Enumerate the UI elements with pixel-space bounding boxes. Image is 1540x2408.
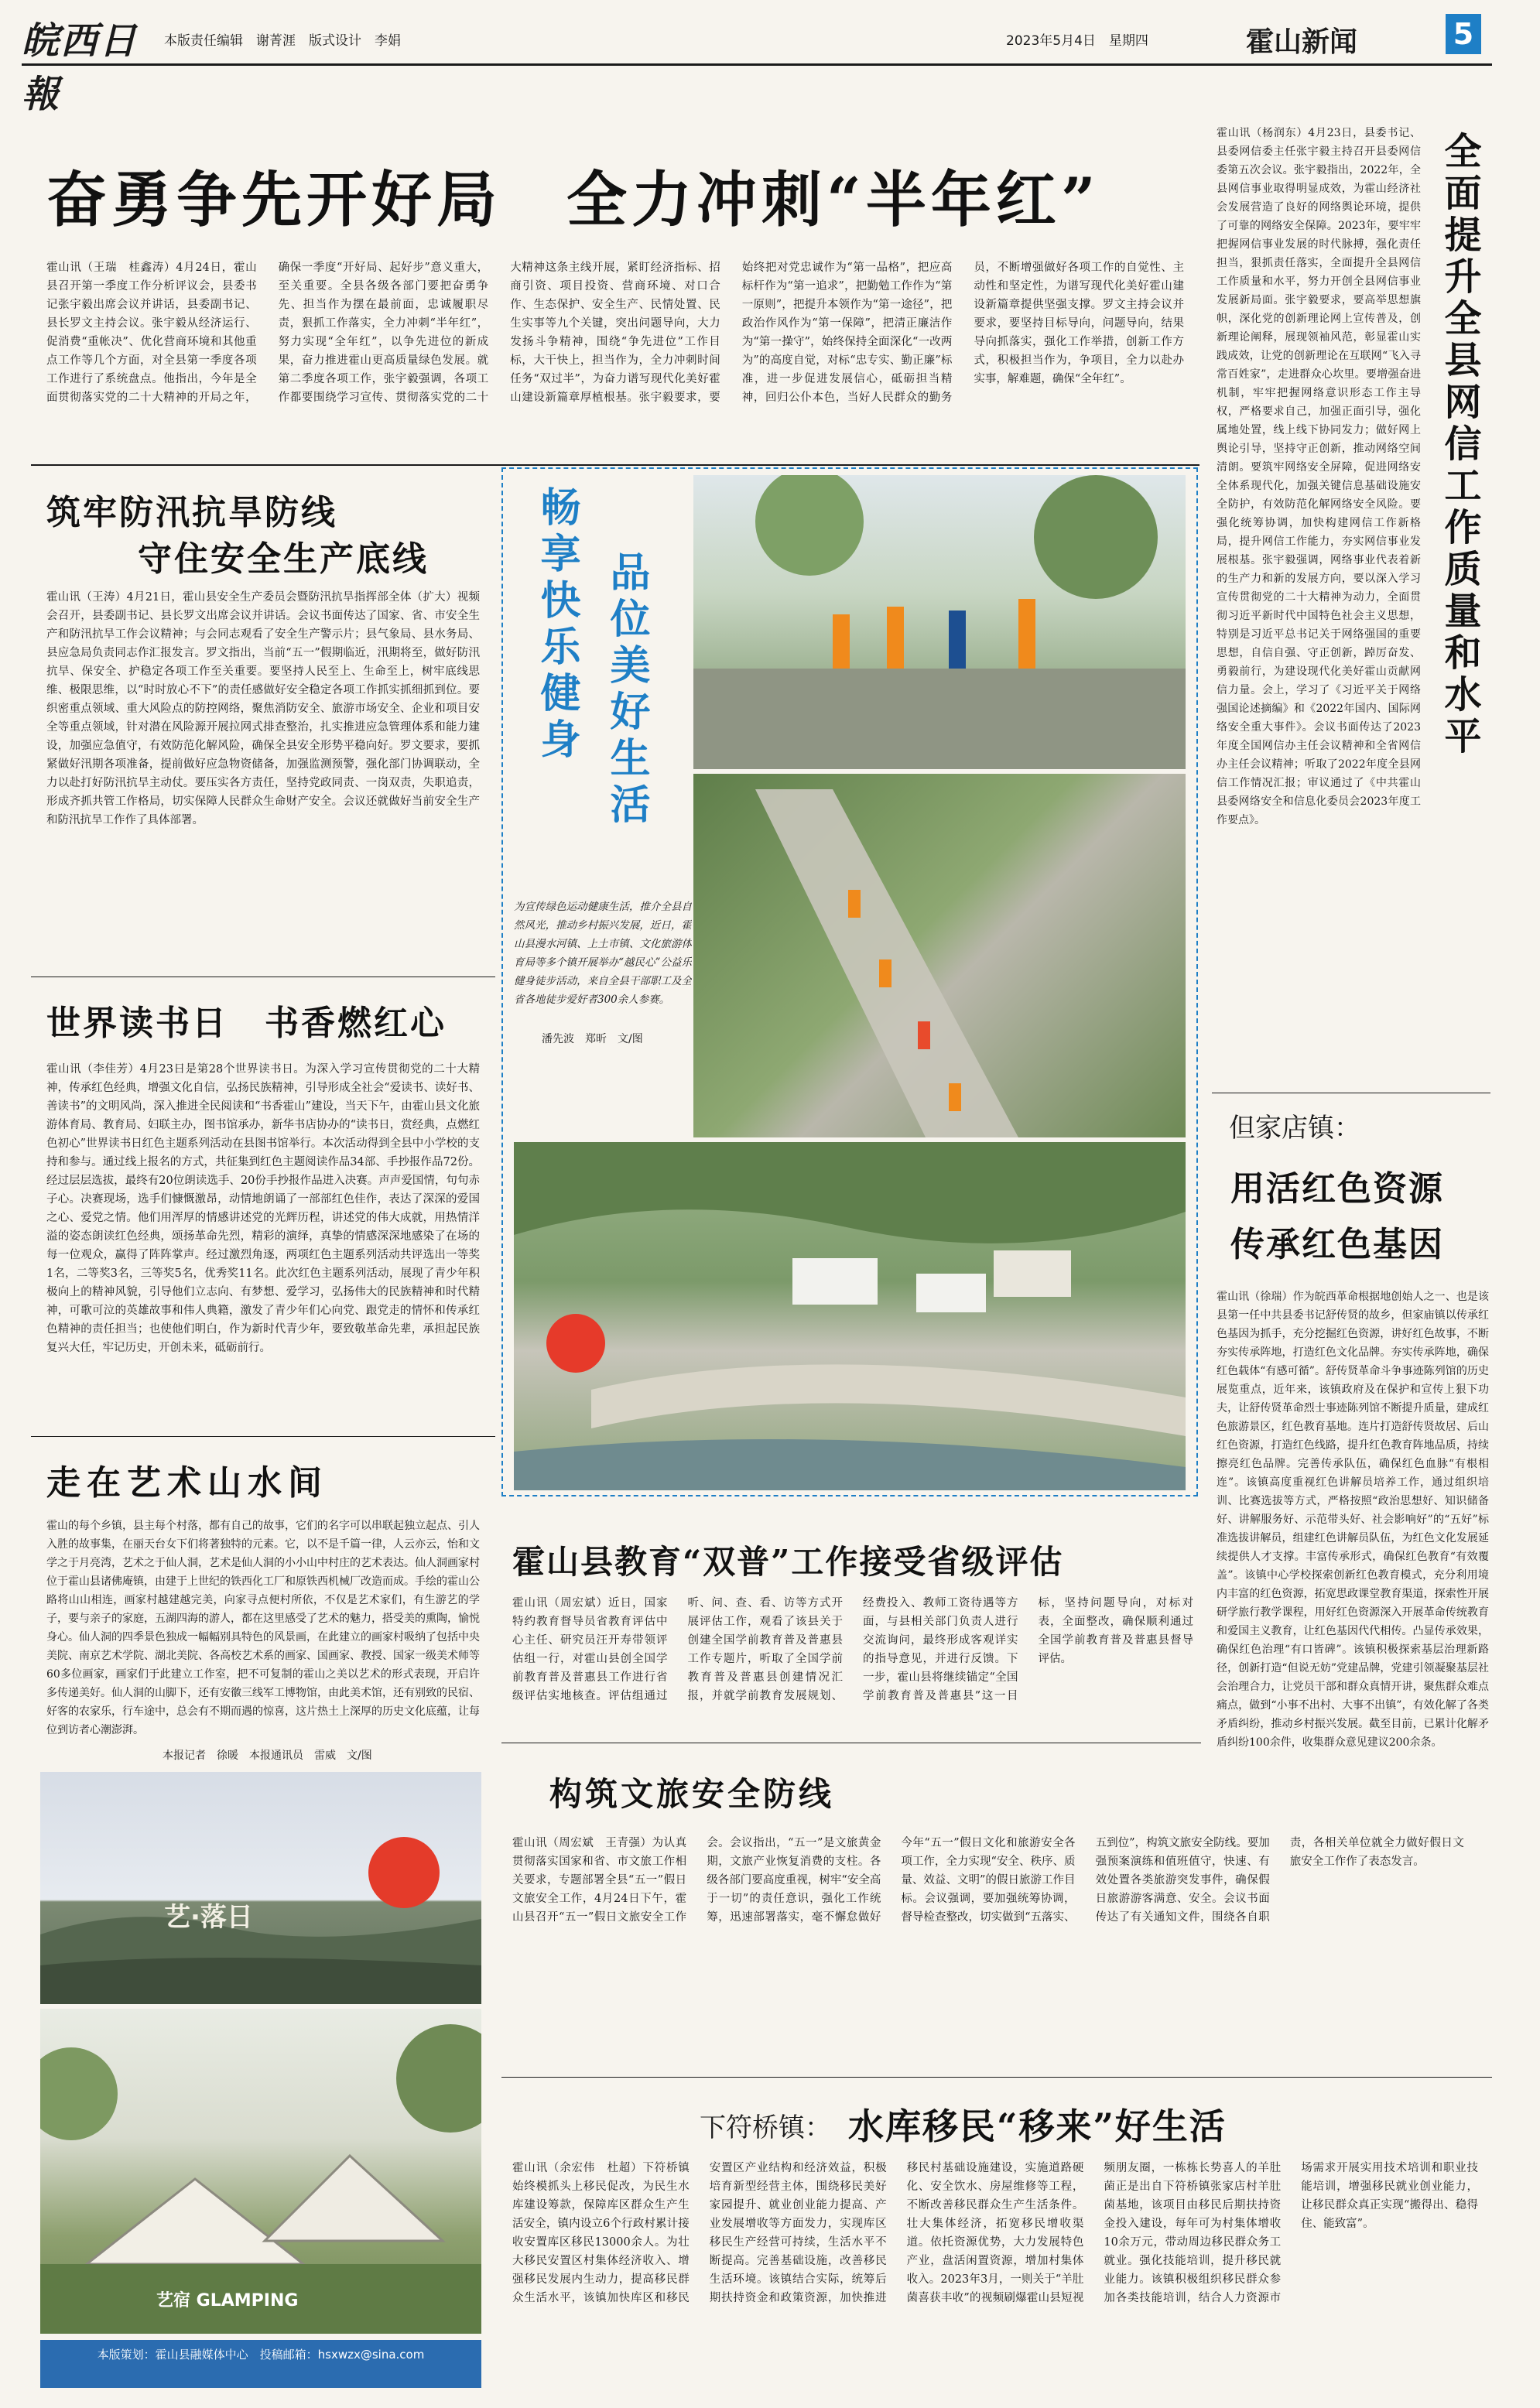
reading-headline: 世界读书日 书香燃红心 bbox=[46, 1004, 447, 1043]
reading-body: 霍山讯（李佳芳）4月23日是第28个世界读书日。为深入学习宣传贯彻党的二十大精神，传承红色经典，增强文化自信，弘扬民族精神，引导形成全社会“爱读书、读好书、善读书”的文明风尚，深入推进全民阅读和“书香霍山”建设，当天下午，由霍山县文化旅游体育局、教育局、妇联主办，图书馆承办，新华书店协办的“读书日，赏经典，点燃红色初心”世界读书日红色主题系列活动在县图书馆举行。本次活动得到全县中小学校的支持和参与。通过线上报名的方式，共征集到红色主题阅读作品34部、手抄报作品72份。经过层层选拔，最终有20位朗读选手、20份手抄报作品进入决赛。声声爱国情，句句赤子心。决赛现场，选手们慷慨激昂，动情地朗诵了一部部红色佳作，表达了深深的爱国之心、爱党之情。他们用浑厚的情感讲述党的光辉历程，讲述党的伟大成就，用热情洋溢的姿态朗读红色经典，颂扬革命先烈，精彩的演绎，真挚的情感深深地感染了在场的每一位观众，赢得了阵阵掌声。经过激烈角逐，两项红色主题系列活动共评选出一等奖1名，二等奖3名，三等奖5名，优秀奖11名。此次红色主题系列活动，展现了青少年积极向上的精神风貌，引导他们立志向、有梦想、爱学习，弘扬伟大的民族精神和时代精神，可歌可泣的英雄故事和伟人典籍，激发了青少年们心向党、跟党走的情怀和传承红色精神的责任担当；也使他们明白，作为新时代青少年，要致敬革命先辈，承担起民族复兴大任，牢记历史，开创未来，砥砺前行。 bbox=[46, 1063, 480, 1354]
danjia-headline-2: 传承红色基因 bbox=[1230, 1225, 1444, 1264]
feature-photo-village bbox=[514, 1142, 1186, 1490]
art-byline: 本报记者 徐暖 本报通讯员 雷威 文/图 bbox=[163, 1750, 372, 1762]
feature-title-right: 畅享快乐健身 bbox=[533, 486, 580, 764]
page-number: 5 bbox=[1446, 14, 1481, 54]
sunset-sign-text: 艺·落日 bbox=[164, 1902, 253, 1933]
xiafu-headline: 水库移民“移来”好生活 bbox=[848, 2105, 1227, 2147]
art-photo-sunset bbox=[40, 1772, 481, 2004]
feature-photo-runners bbox=[693, 475, 1186, 769]
art-body: 霍山的每个乡镇，县主每个村落，都有自己的故事，它们的名字可以串联起独立起点、引人入胜的故事集，在丽天台女下们将著独特的元素。它，以不是千篇一律，人云亦云，怡和文学之于月亮湾，艺术之于仙人洞，艺术是仙人洞的小小山中村庄的艺术表达。仙人洞画家村位于霍山县诸佛庵镇，由建于上世纪的铁西化工厂和原铁西机械厂改造而成。手绘的霍山公路将山山相连，画家村越建越完美，向家寻点便村所依，不仅是艺术家们，有生游艺的学子，要与亲子的家庭，五湖四海的游人，都在这里感受了艺术的魅力，搭受美的熏陶，愉悦身心。仙人洞的四季景色独成一幅幅别具特色的风景画，在此建立的画家村吸纳了包括中央美院、南京艺术学院、湖北美院、各高校艺术系的画家、国画家、教授、国家一级美术师等60多位画家，画家们于此建立工作室，把不可复制的霍山之美以艺术的形式表现，开启许多传递美好。仙人洞的山脚下，还有安徽三线军工博物馆，由此美术馆，还有别致的民宿、好客的农家乐，行车途中，总会有不期而遇的惊喜，这片热土上深厚的历史文化底蕴，让每位到访者心潮澎湃。 bbox=[46, 1520, 480, 1736]
danjia-body: 霍山讯（徐瑞）作为皖西革命根据地创始人之一、也是该县第一任中共县委书记舒传贤的故乡，但家庙镇以传承红色基因为抓手，充分挖掘红色资源，讲好红色故事，不断夯实传承阵地，打造红色文化品牌。夯实传承阵地，确保红色载体“有感可循”。舒传贤革命斗争事迹陈列馆的历史展览重点，近年来，该镇政府及在保护和宣传上狠下功夫，让舒传贤革命烈士事迹陈列馆不断提升质量，建成红色旅游景区，红色教育基地。连片打造舒传贤故居、后山红色资源，打造红色线路，提升红色教育阵地品质，持续擦亮红色品牌。完善传承队伍，确保红色血脉“有根相连”。该镇高度重视红色讲解员培养工作，通过组织培训、比赛选拔等方式，严格按照“政治思想好、知识储备好、讲解服务好、示范带头好、社会影响好”的“五好”标准选拔讲解员，组建红色讲解员队伍，为红色文化发展延续提供人才支撑。丰富传承形式，确保红色教育“有效覆盖”。该镇中心学校探索创新红色教育模式，充分利用境内丰富的红色资源，拓宽思政课堂教育渠道，探索性开展研学旅行教学课程，用好红色资源深入开展革命传统教育和爱国主义教育，让红色基因代代相传。凸显传承效果，确保红色治理“有口皆碑”。该镇积极探索基层治理新路径，创新打造“但说无妨”党建品牌，党建引领凝聚基层社会治理合力，让党员干部和群众真情开讲，聚焦群众难点痛点，做到“小事不出村、大事不出镇”，有效化解了各类矛盾纠纷，推动乡村振兴发展。截至目前，已累计化解矛盾纠纷100余件，收集群众意见建议200余条。 bbox=[1217, 1291, 1489, 1749]
newspaper-logo: 皖西日報 bbox=[22, 19, 139, 116]
art-photo-glamping bbox=[40, 2009, 481, 2334]
glamping-illustration bbox=[40, 2009, 481, 2334]
tourism-headline: 构筑文旅安全防线 bbox=[549, 1775, 835, 1813]
stairs-illustration bbox=[693, 774, 1186, 1137]
flood-headline-2: 守住安全生产底线 bbox=[138, 539, 429, 579]
flood-body: 霍山讯（王涛）4月21日，霍山县安全生产委员会暨防汛抗旱指挥部全体（扩大）视频会召开，县委副书记、县长罗文出席会议并讲话。会议书面传达了国家、省、市安全生产和防汛抗旱工作会议精神；与会同志观看了安全生产警示片；县气象局、县水务局、县应急局负责同志作汇报发言。罗文指出，当前“五一”假期临近，汛期将至，做好防汛抗旱、保安全、护稳定各项工作至关重要。要坚持人民至上、生命至上，树牢底线思维、极限思维，以“时时放心不下”的责任感做好安全稳定各项工作抓实抓细抓到位。要织密重点领域、重大风险点的防控网络，聚焦消防安全、旅游市场安全、企业和项目安全等重点领域，针对潜在风险源开展拉网式排查整治，扎实推进应急管理体系和能力建设，加强应急值守，有效防范化解风险，确保全县安全形势平稳向好。罗文要求，要抓紧做好汛期各项准备，提前做好应急物资储备，加强监测预警，强化部门协调联动，全力以赴打好防汛抗旱主动仗。要压实各方责任，坚持党政同责、一岗双责，失职追责，形成齐抓共管工作格局，切实保障人民群众生命财产安全。会议还就做好当前安全生产和防汛抗旱工作作了具体部署。 bbox=[46, 591, 480, 826]
art-headline: 走在艺术山水间 bbox=[46, 1463, 328, 1503]
glamping-sign-text: 艺宿 GLAMPING bbox=[156, 2291, 299, 2311]
lead-rule bbox=[31, 464, 1199, 466]
feature-photo-stairs bbox=[693, 774, 1186, 1137]
internet-headline: 全面提升全县网信工作质量和水平 bbox=[1438, 132, 1481, 758]
tourism-rule bbox=[501, 2077, 1492, 2078]
internet-body: 霍山讯（杨润东）4月23日，县委书记、县委网信委主任张宇毅主持召开县委网信委第五次会议。张宇毅指出，2022年，全县网信事业取得明显成效，为霍山经济社会发展营造了良好的网络舆论环境，提供了可靠的网络安全保障。2023年，要牢牢把握网信事业发展的时代脉搏，强化责任担当，狠抓责任落实，全面提升全县网信工作质量和水平，努力开创全县网信事业发展新局面。张宇毅要求，要高举思想旗帜，深化党的创新理论网上宣传普及，创新理论阐释，展现领袖风范，彰显霍山实践成效，让党的创新理论在互联网“飞入寻常百姓家”，走进群众心坎里。要增强奋进机制，牢牢把握网络意识形态工作主导权，严格要求自己，加强正面引导，强化属地处置，线上线下协同发力；做好网上舆论引导，坚持守正创新，推动网络空间清朗。要筑牢网络安全屏障，促进网络安全体系现代化，加强关键信息基础设施安全防护，有效防范化解网络安全风险。要强化统筹协调，加快构建网信工作新格局，提升网信工作能力，夯实网信事业发展根基。张宇毅强调，网络事业代表着新的生产力和新的发展方向，要以深入学习宣传贯彻党的二十大精神为动力，全面贯彻习近平新时代中国特色社会主义思想，特别是习近平总书记关于网络强国的重要思想，自信自强、守正创新，踔厉奋发、勇毅前行，为建设现代化美好霍山贡献网信力量。会上，学习了《习近平关于网络强国论述摘编》和《2022年国内、国际网络安全重大事件》。会议书面传达了2023年度全国网信办主任会议精神和全省网信办主任会议精神；听取了2022年度全县网信工作情况汇报；审议通过了《中共霍山县委网络安全和信息化委员会2023年度工作要点》。 bbox=[1217, 127, 1421, 826]
footer-note: 本版策划：霍山县融媒体中心 投稿邮箱：hsxwzx@sina.com bbox=[97, 2348, 425, 2362]
feature-title-left: 品位美好生活 bbox=[603, 551, 650, 829]
flood-headline-1: 筑牢防汛抗旱防线 bbox=[46, 493, 337, 532]
lead-headline: 奋勇争先开好局 全力冲刺“半年红” bbox=[46, 165, 1100, 235]
education-body: 霍山讯（周宏斌）近日，国家特约教育督导员省教育评估中心主任、研究员汪开寿带领评估组一行，对霍山县创全国学前教育普及普惠县工作进行省级评估实地核查。评估组通过听、问、查、看、访等方式开展评估工作，观看了该县关于创建全国学前教育普及普惠县工作专题片，听取了全国学前教育普及普惠县创建情况汇报，并就学前教育发展规划、经费投入、教师工资待遇等方面，与县相关部门负责人进行交流询问，最终形成客观详实的指导意见，并进行反馈。下一步，霍山县将继续锚定“全国学前教育普及普惠县”这一目标，坚持问题导向，对标对表，全面整改，确保顺利通过全国学前教育普及普惠县督导评估。 bbox=[512, 1597, 1193, 1702]
editor-credits: 本版责任编辑 谢菁涯 版式设计 李娟 bbox=[164, 33, 401, 49]
masthead-rule bbox=[22, 63, 1492, 66]
village-illustration bbox=[514, 1142, 1186, 1490]
lead-body: 霍山讯（王瑞 桂鑫涛）4月24日，霍山县召开第一季度工作分析评议会，县委书记张宇毅出席会议并讲话，县委副书记、县长罗文主持会议。张宇毅从经济运行、促消费“重帐决”、优化营商环境和其他重点工作等几个方面，对全县第一季度各项工作进行了系统盘点。他指出，今年是全面贯彻落实党的二十大精神的开局之年，确保一季度“开好局、起好步”意义重大，至关重要。全县各级各部门要把奋勇争先、担当作为摆在最前面，忠诚履职尽责，狠抓工作落实，全力冲刺“半年红”，努力实现“全年红”，以争先进位的新成果，奋力推进霍山更高质量绿色发展。就第二季度各项工作，张宇毅强调，各项工作都要围绕学习宣传、贯彻落实党的二十大精神这条主线开展，紧盯经济指标、招商引资、项目投资、营商环境、对口合作、生态保护、安全生产、民情处置、民生实事等九个关键，突出问题导向，大力发扬斗争精神，围绕“争先进位”工作目标，大干快上，担当作为，全力冲刺时间任务“双过半”，为奋力谱写现代化美好霍山建设新篇章厚植根基。张宇毅要求，要始终把对党忠诚作为“第一品格”，把应高标杆作为“第一追求”，把勤勉工作作为“第一原则”，把提升本领作为“第一途径”，把政治作风作为“第一保障”，把清正廉洁作为“第一操守”，始终保持全面深化“一改两为”的高度自觉，对标“忠专实、勤正廉”标准，进一步促进发展信心，砥砺担当精神，回归公仆本色，当好人民群众的勤务员，不断增强做好各项工作的自觉性、主动性和坚定性，为谱写现代化美好霍山建设新篇章提供坚强支撑。罗文主持会议并要求，要坚持目标导向，问题导向，结果导向抓落实，强化工作举措，创新工作方式，积极担当作为，争项目，全力以赴办实事，解难题，确保“全年红”。 bbox=[46, 262, 1184, 404]
reading-rule bbox=[31, 1436, 495, 1437]
danjia-headline-1: 用活红色资源 bbox=[1230, 1169, 1444, 1209]
section-name: 霍山新闻 bbox=[1246, 26, 1358, 58]
sunset-illustration bbox=[40, 1772, 481, 2004]
feature-caption: 为宣传绿色运动健康生活，推介全县自然风光，推动乡村振兴发展，近日，霍山县漫水河镇、上土市镇、文化旅游体育局等多个镇开展举办“越民心”公益乐健身徒步活动，来自全县干部职工及全省各地徒步爱好者300余人参赛。 bbox=[514, 901, 692, 1006]
education-headline: 霍山县教育“双普”工作接受省级评估 bbox=[512, 1543, 1064, 1581]
xiafu-kicker: 下符桥镇： bbox=[700, 2112, 831, 2143]
footer-banner bbox=[40, 2340, 481, 2388]
danjia-kicker: 但家店镇： bbox=[1229, 1113, 1360, 1144]
feature-byline: 潘先波 郑昕 文/图 bbox=[542, 1033, 643, 1045]
issue-date: 2023年5月4日 星期四 bbox=[1006, 33, 1148, 49]
runners-illustration bbox=[693, 475, 1186, 769]
tourism-body: 霍山讯（周宏斌 王青强）为认真贯彻落实国家和省、市文旅工作相关要求，专题部署全县“五一”假日文旅安全工作，4月24日下午，霍山县召开“五一”假日文旅安全工作会。会议指出，“五一”是文旅黄金期，文旅产业恢复消费的支柱。各级各部门要高度重视，树牢“安全高于一切”的责任意识，强化工作统筹，迅速部署落实，毫不懈怠做好今年“五一”假日文化和旅游安全各项工作，全力实现“安全、秩序、质量、效益、文明”的假日旅游工作目标。会议强调，要加强统筹协调，督导检查整改，切实做到“五落实、五到位”，构筑文旅安全防线。要加强预案演练和值班值守，快速、有效处置各类旅游突发事件，确保假日旅游游客满意、安全。会议书面传达了有关通知文件，围绕各自职责，各相关单位就全力做好假日文旅安全工作作了表态发言。 bbox=[512, 1837, 1464, 1924]
xiafu-body: 霍山讯（余宏伟 杜超）下符桥镇始终模抓头上移民促改，为民生水库建设筹款，保障库区群众生产生活安全，镇内设立6个行政村累计接收安置库区移民13000余人。为壮大移民安置区村集体经济收入、增强移民发展内生动力，提高移民群众生活水平，该镇加快库区和移民安置区产业结构和经济效益，积极培育新型经营主体，围绕移民美好家园提升、就业创业能力提高、产业发展增收等方面发力，实现库区移民生产经营可持续，生活水平不断提高。完善基础设施，改善移民生活环境。该镇结合实际，统筹后期扶持资金和政策资源，加快推进移民村基础设施建设，实施道路硬化、安全饮水、房屋维修等工程，不断改善移民群众生产生活条件。壮大集体经济，拓宽移民增收渠道。依托资源优势，大力发展特色产业，盘活闲置资源，增加村集体收入。2023年3月，一则关于“羊肚菌喜获丰收”的视频刷爆霍山县短视频朋友圈，一栋栋长势喜人的羊肚菌正是出自下符桥镇张家店村羊肚菌基地，该项目由移民后期扶持资金投入建设，每年可为村集体增收10余万元，带动周边移民群众务工就业。强化技能培训，提升移民就业能力。该镇积极组织移民群众参加各类技能培训，结合人力资源市场需求开展实用技术培训和职业技能培训，增强移民就业创业能力，让移民群众真正实现“搬得出、稳得住、能致富”。 bbox=[512, 2162, 1478, 2304]
